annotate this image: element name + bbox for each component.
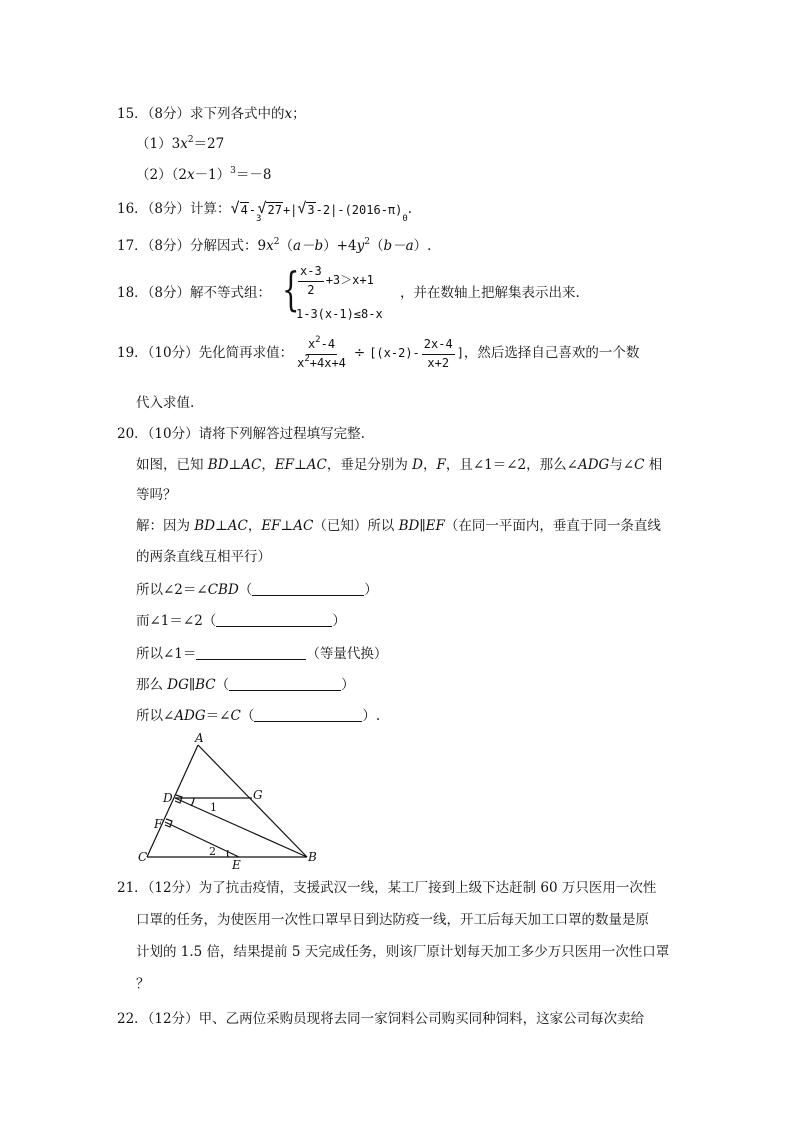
q19-fraction-2: $\frac{2x-4}{x+2}$ [423,337,453,370]
segment-ac [147,745,198,857]
answer-blank-1[interactable] [252,581,364,596]
label-b: B [308,850,317,864]
q18-tail: ，并在数轴上把解集表示出来. [400,285,580,301]
segment-fe [165,822,239,857]
sqrt-3: √ 3 [297,199,315,217]
q20-step5: 所以∠ADG＝∠C（ ）. [136,708,381,724]
q18-fraction: $\frac{x-3}{2}$ [300,264,322,297]
angle-1-arc [191,798,194,806]
q21-line3: 计划的 1.5 倍，结果提前 5 天完成任务，则该厂原计划每天加工多少万只医用一次性口罩 [136,944,670,960]
q19-line2: 代入求值. [136,395,195,411]
q20-step4: 那么 DG∥BC（ ） [136,677,355,693]
label-f: F [154,817,163,831]
answer-blank-4[interactable] [229,676,341,691]
q20-given-line1: 如图，已知 BD⊥AC，EF⊥AC，垂足分别为 D，F，且∠1＝∠2，那么∠ADG与∠C 相 [136,457,663,473]
q21-line4: ？ [136,976,150,992]
label-a: A [195,731,204,745]
angle-2-arc [227,850,228,857]
label-angle-1: 1 [210,801,217,814]
sqrt-4: √ 4 [230,199,248,217]
q21-line2: 口罩的任务，为使医用一次性口罩早日到达防疫一线，开工后每天加工口罩的数量是原 [136,912,649,928]
q18-brace: { [282,262,300,316]
q22-line1: 22．（12分）甲、乙两位采购员现将去同一家饲料公司购买同种饲料，这家公司每次卖给 [117,1011,645,1027]
q20-solution-line1: 解：因为 BD⊥AC，EF⊥AC（已知）所以 BD∥EF（在同一平面内，垂直于同一条直线 [136,518,661,534]
q19-line1: 19．（10分）先化简再求值： $\frac{x^2-4}{x^2+4x+4}$ ÷ [(x-2)- $\frac{2x-4}{x+2}$ ] ，然后选择自己喜欢的一个数 [117,335,640,370]
answer-blank-5[interactable] [254,707,362,722]
q15-part1: $(1)3x^2=27$ [136,135,225,152]
q15-part2: $(2)(2x-1)^3=-8$ [136,166,272,183]
q19-fraction-1: $\frac{x^2-4}{x^2+4x+4}$ [297,335,346,370]
q18-stem: 18．（8分）解不等式组： [117,285,272,301]
q20-step3: 所以∠1＝ （等量代换） [136,646,388,662]
q20-step2: 而∠1＝∠2（ ） [136,613,346,629]
q16-line: 16．（8分）计算： √ 4 - 3 √ 27 +| √ 3 -2 | -(2016-π) 0 . [117,199,413,224]
label-angle-2: 2 [209,845,216,858]
q20-given-line2: 等吗？ [136,487,177,503]
label-e: E [232,858,241,872]
q17-line: 17．（8分）分解因式：$9x^2(a-b)+4y^2(b-a)$. [117,237,432,254]
answer-blank-2[interactable] [216,612,332,627]
label-g: G [253,788,263,802]
q20-solution-line2: 的两条直线互相平行） [136,549,271,565]
right-angle-d [175,795,182,803]
segment-ab [198,745,307,857]
q20-stem: 20．（10分）请将下列解答过程填写完整. [117,426,365,442]
cbrt-27: 3 √ 27 [256,199,282,224]
right-angle-f [165,819,172,827]
label-c: C [138,850,148,864]
q18-row1: $\frac{x-3}{2}$ +3＞x+1 [300,264,374,297]
segment-db [175,798,307,857]
q20-step1: 所以∠2＝∠CBD（ ） [136,582,378,598]
answer-blank-3[interactable] [196,645,306,660]
q15-stem: 15．（8分）求下列各式中的x； [117,106,306,122]
label-d: D [163,791,173,805]
q18-row2: 1-3(x-1)≤8-x [296,307,383,321]
q21-line1: 21．（12分）为了抗击疫情，支援武汉一线，某工厂接到上级下达赶制 60 万只医用一次性 [117,880,657,896]
